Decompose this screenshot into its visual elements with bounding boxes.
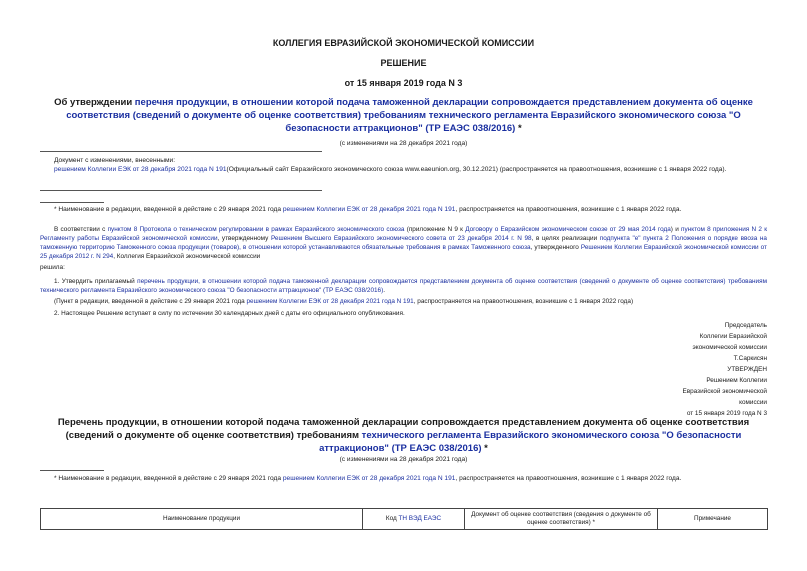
item-1 xyxy=(40,277,767,295)
preamble-text-7: , Коллегия Евразийской экономической комиссии xyxy=(113,253,261,260)
item-1-note xyxy=(54,297,767,306)
changes-tail: (Официальный сайт Евразийского экономического союза www.eaeunion.org, 30.12.2021) (распространяется на правоотношения, возникшие с 1 января 2022 года). xyxy=(226,166,727,173)
preamble-text-2: (приложение N 9 к xyxy=(404,226,466,233)
signature-name: Т.Саркисян xyxy=(733,355,767,362)
decided-word: решила: xyxy=(40,264,65,271)
signature-line-1: Председатель xyxy=(724,322,767,329)
footnote-2 xyxy=(54,474,774,483)
amendment-note-2: (с изменениями на 28 декабря 2021 года) xyxy=(339,456,468,463)
signature-line-3: экономической комиссии xyxy=(692,344,767,351)
footnote-2-tail: , распространяется на правоотношения, возникшие с 1 января 2022 года. xyxy=(455,475,682,482)
footnote-rule-2 xyxy=(40,470,104,471)
preamble xyxy=(40,225,767,261)
approved-line-1: УТВЕРЖДЕН xyxy=(727,366,767,373)
footnote-2-text: * Наименование в редакции, введенной в действие с 29 января 2021 года xyxy=(54,475,283,482)
preamble-link-3[interactable]: пунктом 8 приложения N 2 к Регламенту работы Евразийской экономической комиссии xyxy=(40,226,767,242)
preamble-link-6[interactable]: Решением Коллегии Евразийской экономической комиссии от 25 декабря 2012 г. N 294 xyxy=(40,244,767,260)
title-link[interactable]: перечня продукции, в отношении которой подача таможенной декларации сопровождается представлением документа об оценке соответствия (сведений о документе об оценке соответствия) требованиям технического регламента Евразийского экономического союза "О безопасности аттракционов" (ТР ЕАЭС 038/2016) xyxy=(66,97,753,134)
item-1-end: . xyxy=(383,287,386,294)
footnote-1-tail: , распространяется на правоотношения, возникшие с 1 января 2022 года. xyxy=(455,206,682,213)
col-header-document: Документ об оценке соответствия (сведения о документе об оценке соответствия) * xyxy=(465,509,658,530)
col-header-product: Наименование продукции xyxy=(41,509,363,530)
signature-line-2: Коллегии Евразийской xyxy=(699,333,767,340)
item-1-note-link[interactable]: решением Коллегии ЕЭК от 28 декабря 2021 года N 191 xyxy=(246,298,414,305)
org-heading: КОЛЛЕГИЯ ЕВРАЗИЙСКОЙ ЭКОНОМИЧЕСКОЙ КОМИССИИ xyxy=(272,38,535,48)
approved-line-5: от 15 января 2019 года N 3 xyxy=(686,410,767,417)
list-title-link[interactable]: технического регламента Евразийского экономического союза "О безопасности аттракционов" (ТР ЕАЭС 038/2016) xyxy=(319,430,742,454)
title-prefix: Об утверждении xyxy=(54,97,135,108)
item-1-note-tail: , распространяется на правоотношения, возникшие с 1 января 2022 года) xyxy=(413,298,634,305)
preamble-text-3: ) и xyxy=(670,226,682,233)
approved-line-2: Решением Коллегии xyxy=(706,377,767,384)
preamble-text-4: , утвержденному xyxy=(217,235,271,242)
doc-type-heading: РЕШЕНИЕ xyxy=(380,58,427,68)
divider-top xyxy=(40,151,322,152)
table-header-row xyxy=(41,509,768,530)
preamble-text-1: В соответствии с xyxy=(54,226,108,233)
list-title-suffix: * xyxy=(481,443,488,454)
item-1-text: 1. Утвердить прилагаемый xyxy=(54,278,138,285)
item-1-note-text: (Пункт в редакции, введенной в действие с 29 января 2021 года xyxy=(54,298,247,305)
item-2: 2. Настоящее Решение вступает в силу по истечении 30 календарных дней с даты его официального опубликования. xyxy=(54,310,405,317)
item-1-link[interactable]: перечень продукции, в отношении которой подача таможенной декларации сопровождается представлением документа об оценке соответствия (сведений о документе об оценке соответствия) требованиям технического регламента Евразийского экономического союза "О безопасности аттракционов" (ТР ЕАЭС 038/2016) xyxy=(40,278,767,294)
preamble-link-5[interactable]: подпункта "е" пункта 2 Положения о порядке ввоза на таможенную территорию Таможенного союза продукции (товаров), в отношении которой устанавливаются обязательные требования в рамках Таможенного союза xyxy=(40,235,767,251)
approved-line-4: комиссии xyxy=(739,399,767,406)
approved-line-3: Евразийской экономической xyxy=(682,388,767,395)
changes-block xyxy=(54,156,764,174)
list-title-text: Перечень продукции, в отношении которой подача таможенной декларации сопровождается представлением документа об оценке соответствия (сведений о документе об оценке соответствия) требованиям xyxy=(57,417,750,441)
divider-bottom xyxy=(40,190,322,191)
decision-title xyxy=(42,96,765,135)
preamble-text-6: , утвержденного xyxy=(530,244,581,251)
col-header-note: Примечание xyxy=(658,509,768,530)
col-header-code-text: Код xyxy=(385,515,399,522)
decision-date: от 15 января 2019 года N 3 xyxy=(344,78,463,88)
list-title xyxy=(40,416,767,455)
footnote-2-link[interactable]: решением Коллегии ЕЭК от 28 декабря 2021 года N 191 xyxy=(282,475,456,482)
footnote-1-link[interactable]: решением Коллегии ЕЭК от 28 декабря 2021 года N 191 xyxy=(282,206,456,213)
product-table xyxy=(40,508,768,530)
changes-link[interactable]: решением Коллегии ЕЭК от 28 декабря 2021 года N 191 xyxy=(54,166,227,173)
preamble-link-1[interactable]: пунктом 8 Протокола о техническом регулировании в рамках Евразийского экономического союза xyxy=(107,226,405,233)
approved-block xyxy=(567,364,767,419)
footnote-1 xyxy=(54,205,774,214)
preamble-text-5: , в целях реализации xyxy=(531,235,600,242)
title-suffix: * xyxy=(515,123,522,134)
col-header-code xyxy=(363,509,465,530)
preamble-link-2[interactable]: Договору о Евразийском экономическом союзе от 29 мая 2014 года xyxy=(465,226,671,233)
preamble-link-4[interactable]: Решением Высшего Евразийского экономического совета от 23 декабря 2014 г. N 98 xyxy=(270,235,532,242)
changes-text xyxy=(54,165,764,174)
amendment-note: (с изменениями на 28 декабря 2021 года) xyxy=(339,140,468,147)
changes-label: Документ с изменениями, внесенными: xyxy=(54,157,176,164)
signature-block xyxy=(567,320,767,364)
footnote-rule-1 xyxy=(40,202,104,203)
footnote-1-text: * Наименование в редакции, введенной в действие с 29 января 2021 года xyxy=(54,206,283,213)
col-header-code-link[interactable]: ТН ВЭД ЕАЭС xyxy=(398,515,442,522)
